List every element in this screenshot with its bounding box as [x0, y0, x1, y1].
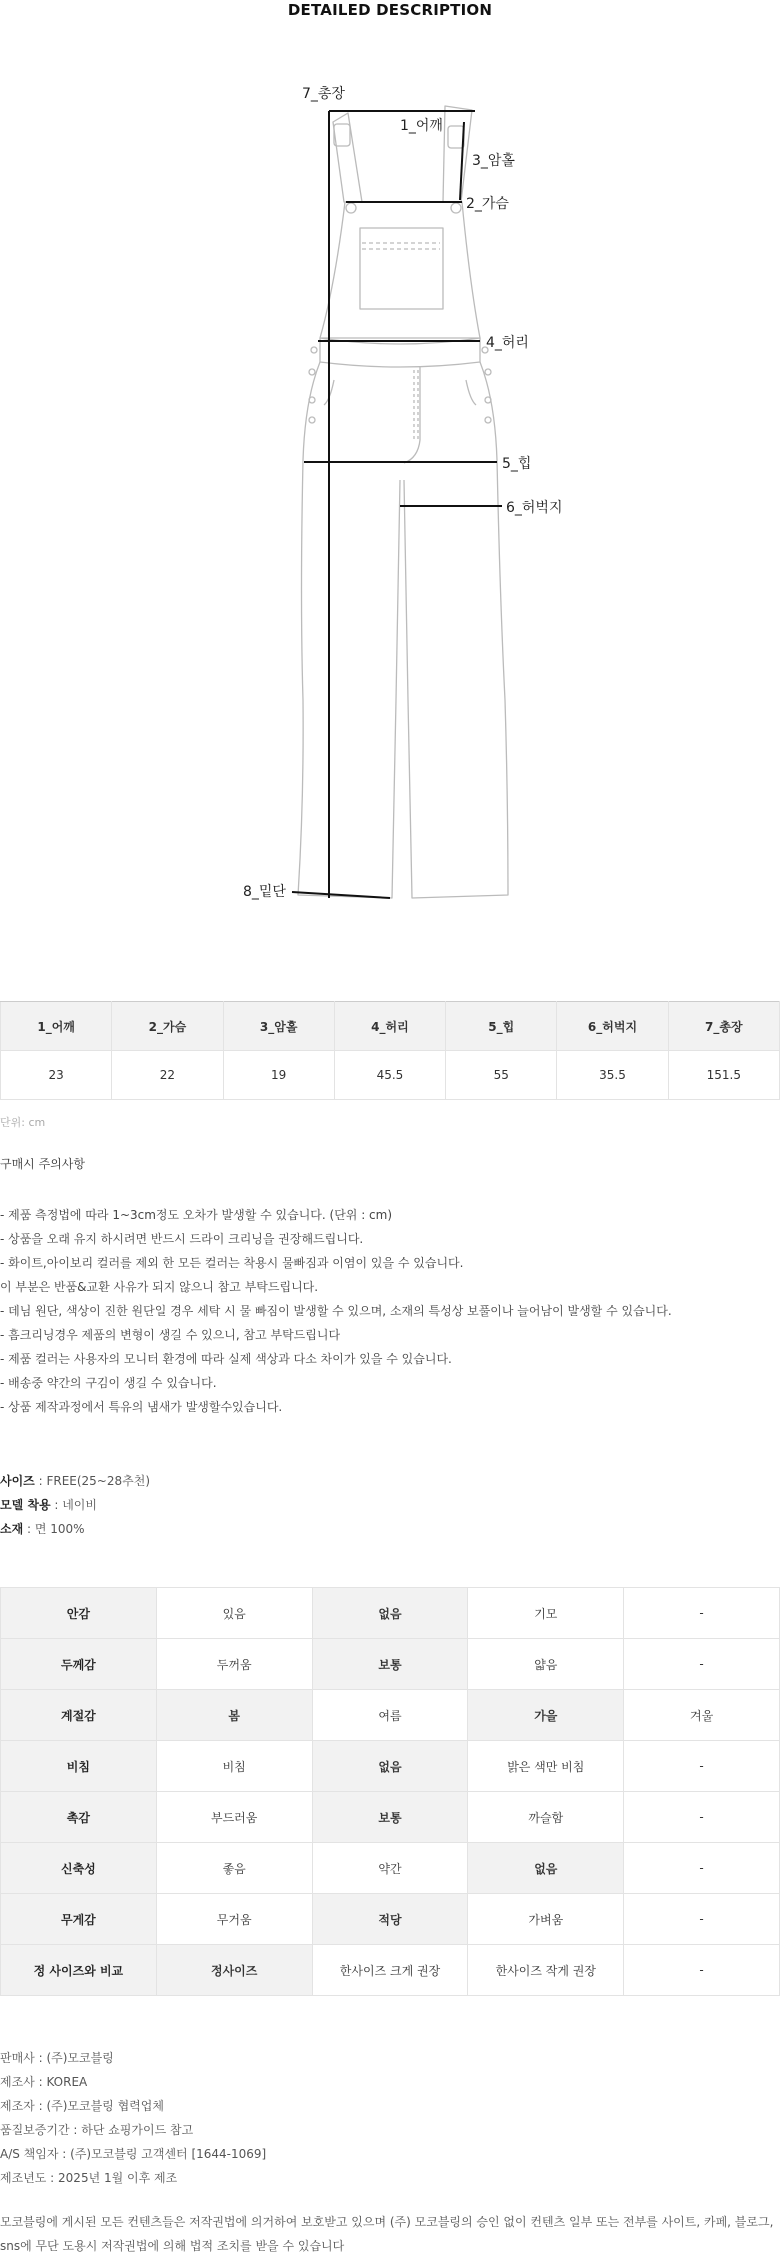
- fabric-option-selected: 정사이즈: [156, 1945, 312, 1996]
- maker-as-contact: A/S 책임자 : (주)모코블링 고객센터 [1644-1069]: [0, 2147, 267, 2161]
- fabric-option: -: [624, 1792, 780, 1843]
- maker-info: [0, 2046, 266, 2190]
- page-title: DETAILED DESCRIPTION: [287, 1, 493, 19]
- fabric-option: -: [624, 1741, 780, 1792]
- notice-item: - 배송중 약간의 구김이 생길 수 있습니다.: [0, 1376, 217, 1390]
- maker-seller: 판매사 : (주)모코블링: [0, 2051, 114, 2065]
- spec-model: [0, 1493, 150, 1517]
- size-value: 23: [1, 1051, 112, 1100]
- size-value: 19: [223, 1051, 334, 1100]
- notice-item: - 제품 컬러는 사용자의 모니터 환경에 따라 실제 색상과 다소 차이가 있을 수 있습니다.: [0, 1352, 452, 1366]
- size-value: 35.5: [557, 1051, 668, 1100]
- label-shoulder: 1_어깨: [400, 118, 443, 134]
- notice-item: - 데님 원단, 색상이 진한 원단일 경우 세탁 시 물 빠짐이 발생할 수 있으며, 소재의 특성상 보풀이나 늘어남이 발생할 수 있습니다.: [0, 1304, 672, 1318]
- fabric-option: 한사이즈 크게 권장: [312, 1945, 468, 1996]
- fabric-option-selected: 봄: [156, 1690, 312, 1741]
- fabric-option: -: [624, 1639, 780, 1690]
- fabric-row-fit: [1, 1945, 780, 1996]
- fabric-option: 두꺼움: [156, 1639, 312, 1690]
- maker-country: 제조사 : KOREA: [0, 2075, 88, 2089]
- fabric-option-selected: 없음: [468, 1843, 624, 1894]
- fabric-row-label: 신축성: [1, 1843, 157, 1894]
- label-waist: 4_허리: [486, 335, 529, 351]
- maker-date: 제조년도 : 2025년 1월 이후 제조: [0, 2171, 178, 2185]
- fabric-row-label: 정 사이즈와 비교: [1, 1945, 157, 1996]
- notice-item: - 화이트,아이보리 컬러를 제외 한 모든 컬러는 착용시 물빠짐과 이염이 있을 수 있습니다.: [0, 1256, 464, 1270]
- spec-size: [0, 1469, 150, 1493]
- fabric-option: -: [624, 1894, 780, 1945]
- size-header: 6_허벅지: [557, 1002, 668, 1051]
- fabric-row-texture: [1, 1792, 780, 1843]
- fabric-option: 얇음: [468, 1639, 624, 1690]
- fabric-row-sheerness: [1, 1741, 780, 1792]
- size-value: 45.5: [334, 1051, 445, 1100]
- fabric-option: 겨울: [624, 1690, 780, 1741]
- size-value: 22: [112, 1051, 223, 1100]
- size-table-header-row: [1, 1002, 780, 1051]
- size-value: 151.5: [668, 1051, 779, 1100]
- fabric-option: 비침: [156, 1741, 312, 1792]
- fabric-option-selected: 가을: [468, 1690, 624, 1741]
- spec-model-label: 모델 착용: [0, 1498, 51, 1512]
- fabric-row-season: [1, 1690, 780, 1741]
- fabric-row-label: 촉감: [1, 1792, 157, 1843]
- label-armhole: 3_암홀: [472, 153, 515, 169]
- fabric-row-label: 안감: [1, 1588, 157, 1639]
- size-header: 2_가슴: [112, 1002, 223, 1051]
- fabric-row-label: 무게감: [1, 1894, 157, 1945]
- fabric-option: 여름: [312, 1690, 468, 1741]
- size-header: 5_힙: [446, 1002, 557, 1051]
- fabric-option: 밝은 색만 비침: [468, 1741, 624, 1792]
- spec-size-value: : FREE(25~28추천): [34, 1474, 150, 1488]
- size-value: 55: [446, 1051, 557, 1100]
- notice-item: - 흠크리닝경우 제품의 변형이 생길 수 있으니, 참고 부탁드립니다: [0, 1328, 341, 1342]
- fabric-option: 있음: [156, 1588, 312, 1639]
- fabric-row-thickness: [1, 1639, 780, 1690]
- size-header: 4_허리: [334, 1002, 445, 1051]
- fabric-option: 부드러움: [156, 1792, 312, 1843]
- notice-item: - 제품 측정법에 따라 1~3cm정도 오차가 발생할 수 있습니다. (단위 : cm): [0, 1208, 393, 1222]
- size-header: 3_암홀: [223, 1002, 334, 1051]
- spec-size-label: 사이즈: [0, 1474, 35, 1488]
- notice-item: - 상품을 오래 유지 하시려면 반드시 드라이 크리닝을 권장해드립니다.: [0, 1232, 364, 1246]
- size-header: 7_총장: [668, 1002, 779, 1051]
- fabric-option: -: [624, 1588, 780, 1639]
- fabric-option-selected: 없음: [312, 1588, 468, 1639]
- spec-material: [0, 1517, 150, 1541]
- size-table: [0, 1001, 780, 1100]
- spec-material-label: 소재: [0, 1522, 24, 1536]
- fabric-row-weight: [1, 1894, 780, 1945]
- fabric-option-selected: 보통: [312, 1639, 468, 1690]
- label-hem: 8_밑단: [243, 884, 286, 900]
- overalls-measurement-diagram: [0, 70, 780, 920]
- fabric-row-stretch: [1, 1843, 780, 1894]
- fabric-option: 한사이즈 작게 권장: [468, 1945, 624, 1996]
- maker-manufacturer: 제조자 : (주)모코블링 협력업체: [0, 2099, 164, 2113]
- fabric-option-selected: 없음: [312, 1741, 468, 1792]
- fabric-info-table: [0, 1587, 780, 1996]
- fabric-row-lining: [1, 1588, 780, 1639]
- fabric-option: -: [624, 1843, 780, 1894]
- copyright-notice: 모코블링에 게시된 모든 컨텐츠들은 저작권법에 의거하여 보호받고 있으며 (주) 모코블링의 승인 없이 컨텐츠 일부 또는 전부를 사이트, 카페, 블로그, sns에 무단 도용시 저작권법에 의해 법적 조치를 받을 수 있습니다: [0, 2215, 774, 2253]
- label-total-length: 7_총장: [302, 86, 345, 102]
- fabric-option-selected: 보통: [312, 1792, 468, 1843]
- notice-item: 이 부분은 반품&교환 사유가 되지 않으니 참고 부탁드립니다.: [0, 1280, 319, 1294]
- notice-item: - 상품 제작과정에서 특유의 냄새가 발생할수있습니다.: [0, 1400, 283, 1414]
- fabric-option: 가벼움: [468, 1894, 624, 1945]
- size-table-value-row: [1, 1051, 780, 1100]
- fabric-option: 까슬함: [468, 1792, 624, 1843]
- fabric-row-label: 비침: [1, 1741, 157, 1792]
- fabric-option: -: [624, 1945, 780, 1996]
- label-hip: 5_힙: [502, 456, 532, 472]
- notice-list: [0, 1203, 672, 1419]
- fabric-row-label: 두께감: [1, 1639, 157, 1690]
- label-thigh: 6_허벅지: [506, 500, 563, 516]
- unit-note: 단위: cm: [0, 1116, 46, 1129]
- size-header: 1_어깨: [1, 1002, 112, 1051]
- spec-material-value: : 면 100%: [23, 1522, 85, 1536]
- fabric-option: 기모: [468, 1588, 624, 1639]
- fabric-row-label: 계절감: [1, 1690, 157, 1741]
- notice-title: 구매시 주의사항: [0, 1157, 85, 1171]
- fabric-option-selected: 적당: [312, 1894, 468, 1945]
- label-chest: 2_가슴: [466, 196, 509, 212]
- product-spec: [0, 1469, 150, 1541]
- fabric-option: 무거움: [156, 1894, 312, 1945]
- maker-warranty: 품질보증기간 : 하단 쇼핑가이드 참고: [0, 2123, 194, 2137]
- fabric-option: 약간: [312, 1843, 468, 1894]
- spec-model-value: : 네이비: [50, 1498, 97, 1512]
- fabric-option: 좋음: [156, 1843, 312, 1894]
